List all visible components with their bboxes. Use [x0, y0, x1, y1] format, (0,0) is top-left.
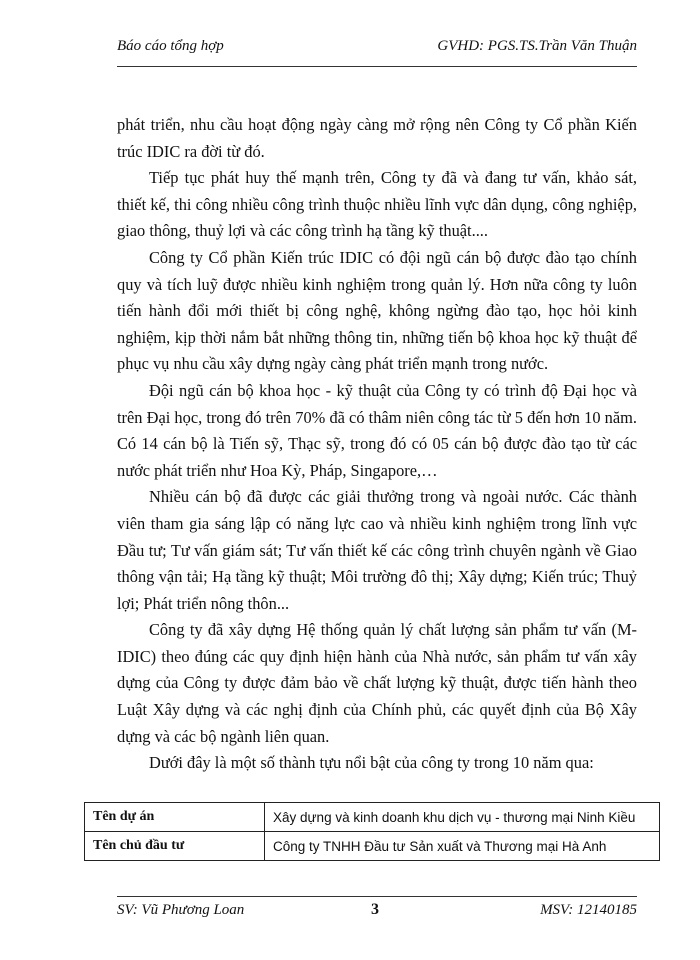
table-row	[85, 803, 660, 832]
paragraph-2: Tiếp tục phát huy thế mạnh trên, Công ty đã và đang tư vấn, khảo sát, thiết kế, thi công nhiều công trình thuộc nhiều lĩnh vực dân dụng, công nghiệp, giao thông, thuỷ lợi và các công trình hạ tầng kỹ thuật....	[117, 168, 637, 241]
table-value-cell: Xây dựng và kinh doanh khu dịch vụ - thương mại Ninh Kiều	[265, 803, 660, 832]
paragraph-7: Dưới đây là một số thành tựu nổi bật của công ty trong 10 năm qua:	[149, 753, 594, 773]
footer-divider	[117, 896, 637, 897]
table-key-cell: Tên dự án	[85, 803, 265, 832]
footer-student-id: MSV: 12140185	[540, 902, 637, 918]
page-number: 3	[371, 901, 379, 918]
paragraph-6: Công ty đã xây dựng Hệ thống quản lý chất lượng sản phẩm tư vấn (M-IDIC) theo đúng các quy định hiện hành của Nhà nước, sản phẩm tư vấn xây dựng của Công ty được đảm bảo về chất lượng kỹ thuật, được tiến hành theo Luật Xây dựng và các nghị định của Chính phủ, các quyết định của Bộ Xây dựng và các bộ ngành liên quan.	[117, 620, 637, 746]
header-supervisor: GVHD: PGS.TS.Trần Văn Thuận	[437, 38, 637, 54]
table-value-cell: Công ty TNHH Đầu tư Sản xuất và Thương mại Hà Anh	[265, 832, 660, 861]
document-body	[117, 112, 637, 777]
project-table	[84, 802, 660, 861]
paragraph-3: Công ty Cổ phần Kiến trúc IDIC có đội ngũ cán bộ được đào tạo chính quy và tích luỹ được nhiều kinh nghiệm trong quản lý. Hơn nữa công ty luôn tiến hành đổi mới thiết bị công nghệ, không ngừng đào tạo, học hỏi kinh nghiệm, kịp thời nắm bắt những thông tin, những tiến bộ khoa học kỹ thuật để phục vụ nhu cầu xây dựng ngày càng phát triển mạnh trong nước.	[117, 247, 637, 374]
page-header	[117, 38, 637, 60]
paragraph-1: phát triển, nhu cầu hoạt động ngày càng mở rộng nên Công ty Cổ phần Kiến trúc IDIC ra đời từ đó.	[117, 115, 637, 161]
table-key-cell: Tên chủ đầu tư	[85, 832, 265, 861]
header-report-title: Báo cáo tổng hợp	[117, 38, 224, 54]
table-row	[85, 832, 660, 861]
header-divider	[117, 66, 637, 67]
paragraph-5: Nhiều cán bộ đã được các giải thưởng trong và ngoài nước. Các thành viên tham gia sáng lập có năng lực cao và nhiều kinh nghiệm trong lĩnh vực Đầu tư; Tư vấn giám sát; Tư vấn thiết kế các công trình chuyên ngành về Giao thông vận tải; Hạ tầng kỹ thuật; Môi trường đô thị; Xây dựng; Kiến trúc; Thuỷ lợi; Phát triển nông thôn...	[117, 487, 637, 613]
footer-student-name: SV: Vũ Phương Loan	[117, 902, 245, 918]
paragraph-4: Đội ngũ cán bộ khoa học - kỹ thuật của Công ty có trình độ Đại học và trên Đại học, trong đó trên 70% đã có thâm niên công tác từ 5 đến hơn 10 năm. Có 14 cán bộ là Tiến sỹ, Thạc sỹ, trong đó có 05 cán bộ được đào tạo từ các nước phát triển như Hoa Kỳ, Pháp, Singapore,…	[117, 380, 637, 480]
page-footer	[117, 902, 637, 924]
